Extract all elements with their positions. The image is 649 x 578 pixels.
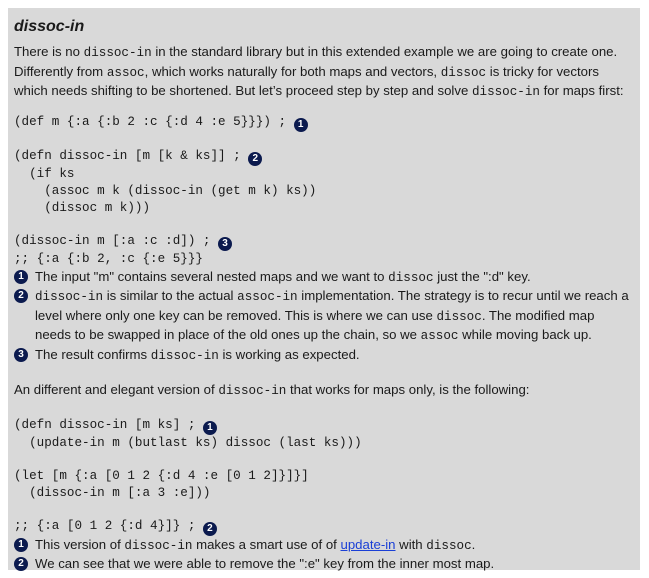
code-line-result: ;; {:a {:b 2, :c {:e 5}}} xyxy=(14,251,203,266)
callout-3: 3 The result confirms dissoc-in is working as expected. xyxy=(14,346,634,366)
code-line-call: (dissoc-in m [:a :c :d]) ; 3 xyxy=(14,233,634,251)
callout2-1: 1 This version of dissoc-in makes a smart use of of update-in with dissoc. xyxy=(14,536,634,556)
code2-let-block: (let [m {:a [0 1 2 {:d 4 :e [0 1 2]}]}] (dissoc-in m [:a 3 :e])) xyxy=(14,468,309,500)
code-line-def: (def m {:a {:b 2 :c {:d 4 :e 5}}}) ; 1 xyxy=(14,114,634,132)
callout-3-badge: 3 xyxy=(218,237,232,251)
callout-1-number: 1 xyxy=(14,270,28,284)
code-block-body: (if ks (assoc m k (dissoc-in (get m k) ks)) (dissoc m k))) xyxy=(29,166,317,215)
code2-line-result: ;; {:a [0 1 2 {:d 4}]} ; 2 xyxy=(14,518,634,536)
callout-1-badge: 1 xyxy=(294,118,308,132)
callout-2-badge: 2 xyxy=(248,152,262,166)
second-paragraph: An different and elegant version of dissoc-in that works for maps only, is the following: xyxy=(14,382,530,398)
callout-3-number: 3 xyxy=(14,348,28,362)
callout2-2-number: 2 xyxy=(14,557,28,571)
callout-1-badge: 1 xyxy=(203,421,217,435)
callout-2: 2 dissoc-in is similar to the actual assoc-in implementation. The strategy is to recur until we reach a level where only one key can be removed. This is where we can use dissoc. The modified map needs to be swapped in place of the old ones up the chain, so we assoc while moving back up. xyxy=(14,287,634,346)
content-panel xyxy=(8,8,640,570)
update-in-link[interactable]: update-in xyxy=(340,536,396,552)
code2-line-defn: (defn dissoc-in [m ks] ; 1 xyxy=(14,417,634,435)
intro-paragraph: There is no dissoc-in in the standard library but in this extended example we are going to create one. Differently from assoc, which works naturally for both maps and vectors, dissoc is tricky for vectors which needs shifting to be shortened. But let’s proceed step by step and solve dissoc-in for maps first: xyxy=(14,44,624,99)
callout2-2: 2 We can see that we were able to remove the ":e" key from the inner most map. xyxy=(14,555,634,574)
callout-1: 1 The input "m" contains several nested maps and we want to dissoc just the ":d" key. xyxy=(14,268,634,288)
code-line-defn: (defn dissoc-in [m [k & ks]] ; 2 xyxy=(14,148,634,166)
callout2-1-number: 1 xyxy=(14,538,28,552)
callout-2-number: 2 xyxy=(14,289,28,303)
callout-2-badge: 2 xyxy=(203,522,217,536)
code2-line-body: (update-in m (butlast ks) dissoc (last ks))) xyxy=(14,435,362,450)
section-title: dissoc-in xyxy=(14,18,85,35)
